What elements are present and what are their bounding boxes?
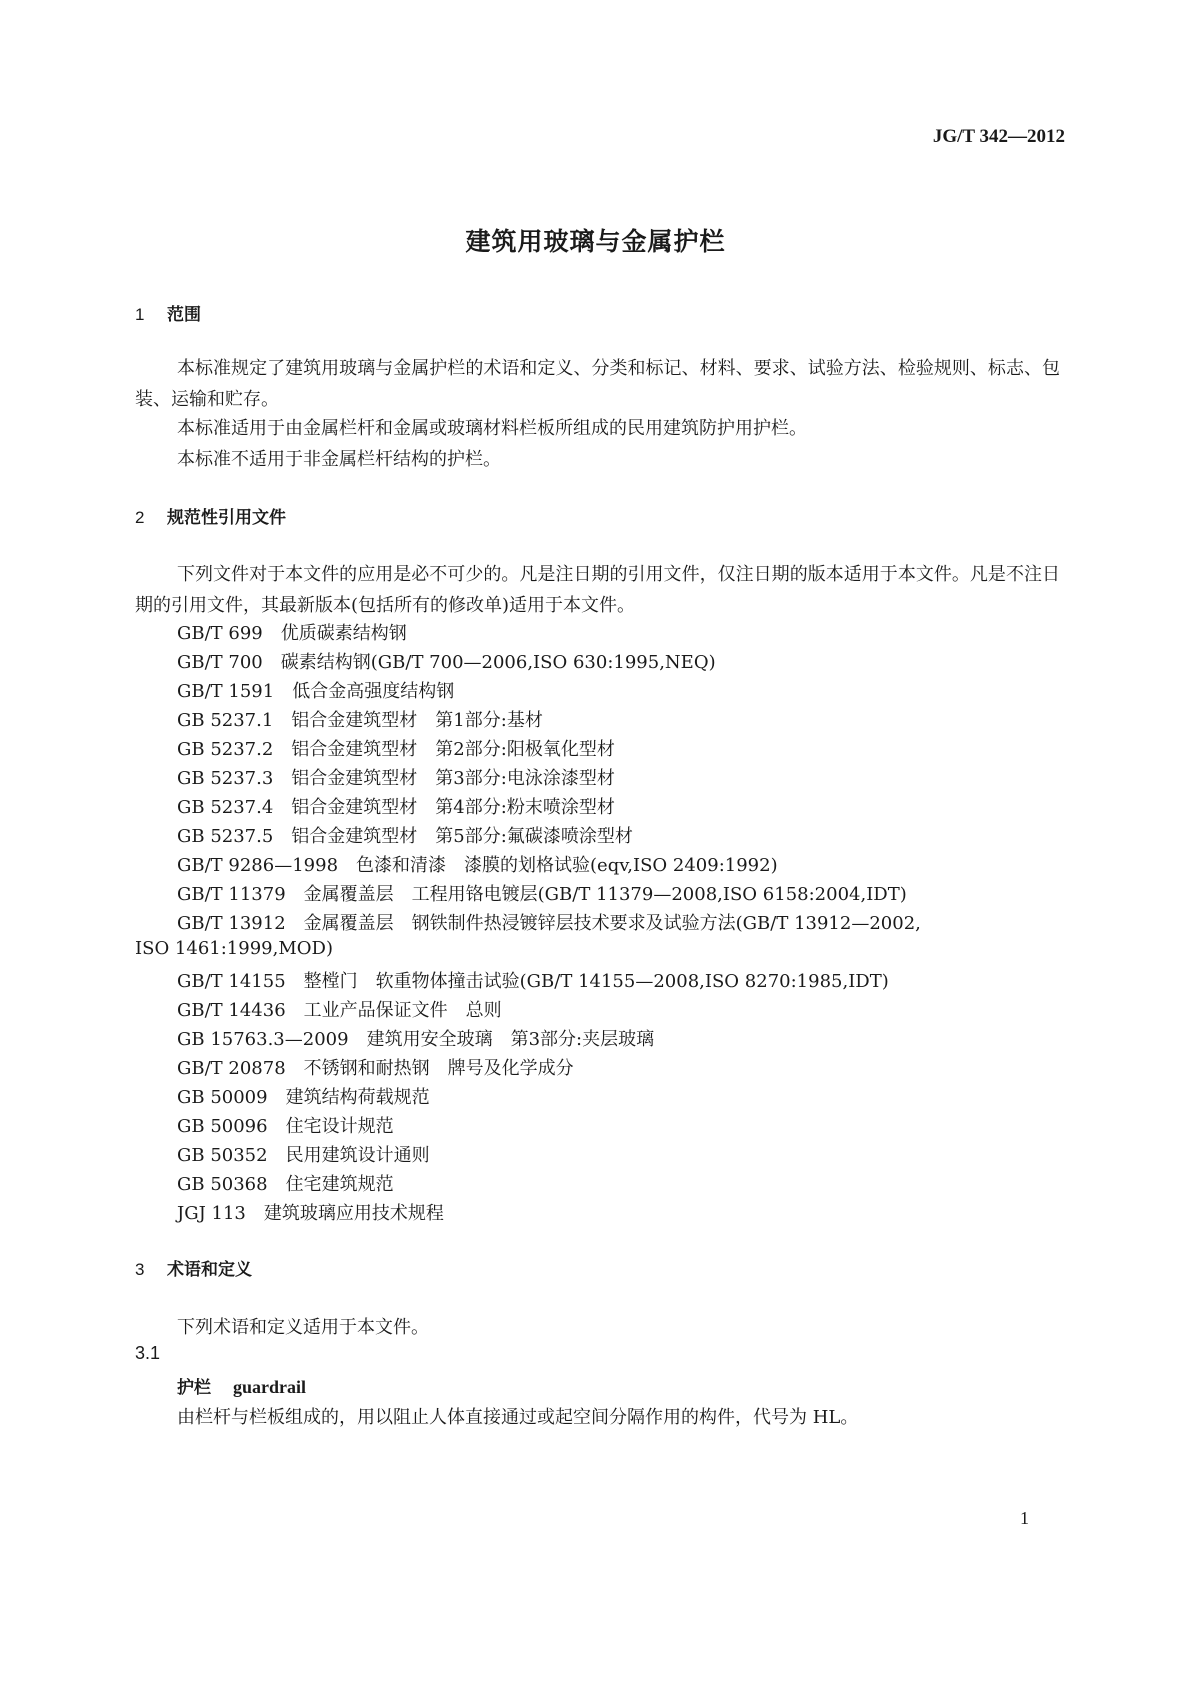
section-number: 1 bbox=[135, 305, 145, 324]
document-title: 建筑用玻璃与金属护栏 bbox=[465, 227, 726, 256]
term-heading bbox=[177, 1373, 306, 1398]
page-number: 1 bbox=[1020, 1508, 1029, 1528]
reference-item: GB 50009 建筑结构荷载规范 bbox=[177, 1087, 430, 1108]
reference-item: GB 5237.5 铝合金建筑型材 第5部分:氟碳漆喷涂型材 bbox=[177, 826, 633, 847]
section-number: 2 bbox=[135, 508, 145, 527]
references-intro: 下列文件对于本文件的应用是必不可少的。凡是注日期的引用文件，仅注日期的版本适用于本文件。凡是不注日期的引用文件，其最新版本(包括所有的修改单)适用于本文件。 bbox=[135, 564, 1060, 616]
section-3-heading bbox=[135, 1255, 252, 1280]
reference-item: GB 5237.2 铝合金建筑型材 第2部分:阳极氧化型材 bbox=[177, 739, 615, 760]
section-1-heading bbox=[135, 300, 201, 325]
reference-item: GB/T 1591 低合金高强度结构钢 bbox=[177, 681, 455, 702]
reference-item: GB 50368 住宅建筑规范 bbox=[177, 1174, 394, 1195]
reference-item: GB/T 9286—1998 色漆和清漆 漆膜的划格试验(eqv,ISO 2409:1992) bbox=[177, 855, 778, 876]
reference-item: GB 5237.3 铝合金建筑型材 第3部分:电泳涂漆型材 bbox=[177, 768, 615, 789]
reference-item: GB/T 20878 不锈钢和耐热钢 牌号及化学成分 bbox=[177, 1058, 574, 1079]
scope-paragraph-1: 本标准规定了建筑用玻璃与金属护栏的术语和定义、分类和标记、材料、要求、试验方法、检验规则、标志、包装、运输和贮存。 bbox=[135, 358, 1060, 410]
reference-item: GB 50096 住宅设计规范 bbox=[177, 1116, 394, 1137]
terms-intro: 下列术语和定义适用于本文件。 bbox=[177, 1317, 429, 1338]
reference-item: GB/T 14155 整樘门 软重物体撞击试验(GB/T 14155—2008,ISO 8270:1985,IDT) bbox=[177, 971, 889, 992]
reference-item: GB/T 699 优质碳素结构钢 bbox=[177, 623, 407, 644]
reference-item: GB 5237.1 铝合金建筑型材 第1部分:基材 bbox=[177, 710, 543, 731]
standard-code: JG/T 342—2012 bbox=[932, 126, 1065, 147]
section-number: 3 bbox=[135, 1260, 145, 1279]
reference-item: JGJ 113 建筑玻璃应用技术规程 bbox=[177, 1203, 444, 1224]
reference-item: GB 5237.4 铝合金建筑型材 第4部分:粉末喷涂型材 bbox=[177, 797, 615, 818]
section-2-heading bbox=[135, 503, 286, 528]
reference-item: GB/T 14436 工业产品保证文件 总则 bbox=[177, 1000, 502, 1021]
reference-item: GB/T 13912 金属覆盖层 钢铁制件热浸镀锌层技术要求及试验方法(GB/T 13912—2002, bbox=[177, 913, 921, 934]
reference-item: GB 15763.3—2009 建筑用安全玻璃 第3部分:夹层玻璃 bbox=[177, 1029, 655, 1050]
reference-item: GB/T 700 碳素结构钢(GB/T 700—2006,ISO 630:1995,NEQ) bbox=[177, 652, 716, 673]
scope-paragraph-3: 本标准不适用于非金属栏杆结构的护栏。 bbox=[177, 449, 501, 470]
reference-item: GB/T 11379 金属覆盖层 工程用铬电镀层(GB/T 11379—2008,ISO 6158:2004,IDT) bbox=[177, 884, 907, 905]
section-title: 规范性引用文件 bbox=[167, 508, 286, 528]
term-chinese: 护栏 bbox=[177, 1378, 211, 1398]
clause-number: 3.1 bbox=[135, 1343, 161, 1363]
reference-item-continuation: ISO 1461:1999,MOD) bbox=[135, 938, 333, 959]
section-title: 范围 bbox=[167, 305, 201, 325]
scope-paragraph-2: 本标准适用于由金属栏杆和金属或玻璃材料栏板所组成的民用建筑防护用护栏。 bbox=[177, 418, 807, 439]
term-definition: 由栏杆与栏板组成的，用以阻止人体直接通过或起空间分隔作用的构件，代号为 HL。 bbox=[177, 1407, 859, 1428]
reference-item: GB 50352 民用建筑设计通则 bbox=[177, 1145, 430, 1166]
section-title: 术语和定义 bbox=[167, 1260, 252, 1280]
term-english: guardrail bbox=[233, 1377, 307, 1397]
